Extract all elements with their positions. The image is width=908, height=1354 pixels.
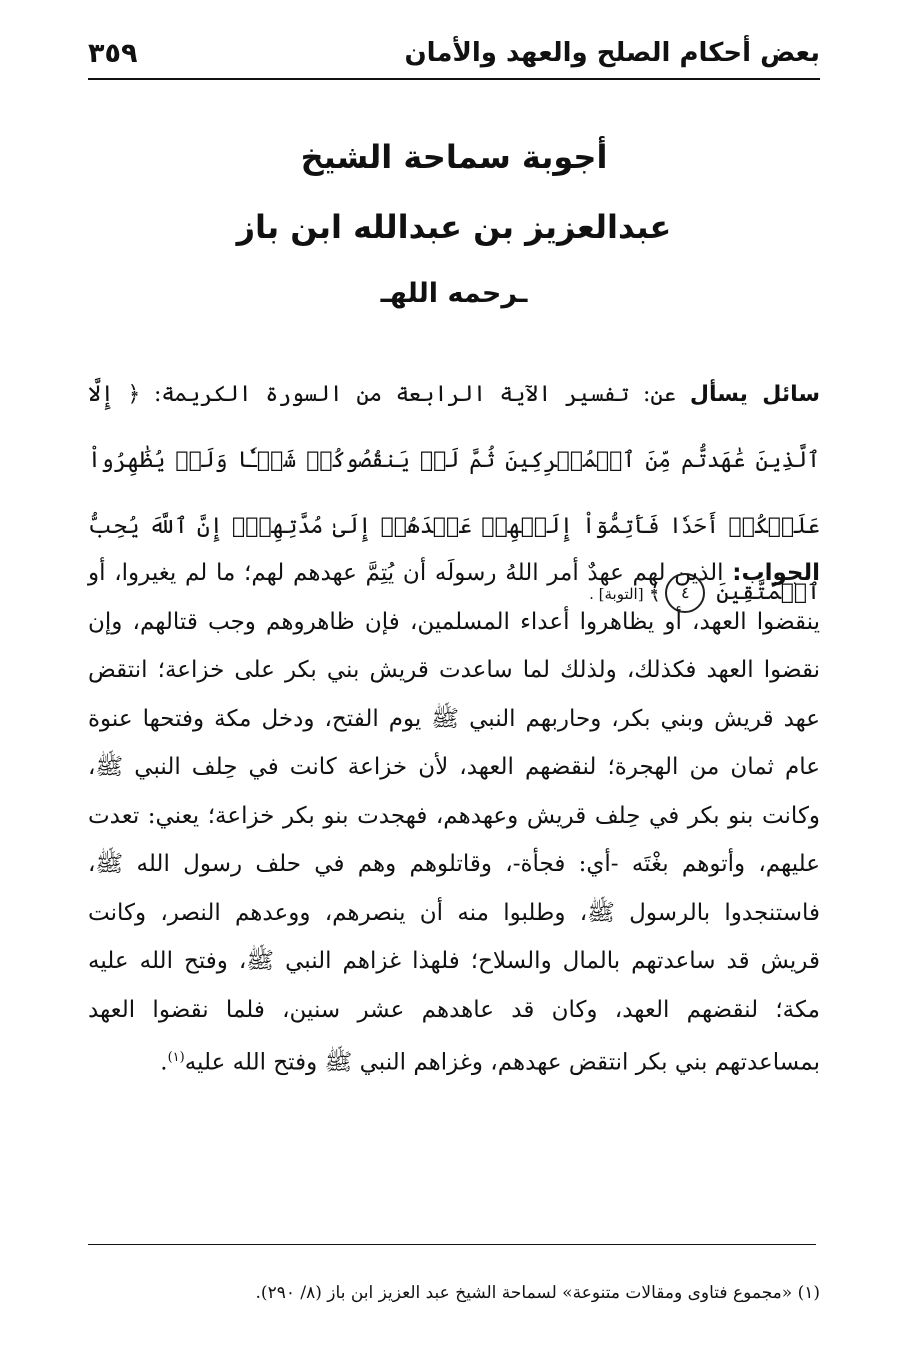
surah-reference: [التوبة] . [589,585,649,603]
answer-end: . [160,1049,168,1076]
running-header [88,28,820,80]
quran-verse: إِلَّا ٱلَّذِينَ عَٰهَدتُّم مِّنَ ٱلۡمُشۡرِكِينَ ثُمَّ لَمۡ يَنقُصُوكُمۡ شَيۡـٔٗا وَلَمۡ يُظَٰهِرُواْ عَلَيۡكُمۡ أَحَدٗا فَأَتِمُّوٓاْ إِلَيۡهِمۡ عَهۡدَهُمۡ إِلَىٰ مُدَّتِهِمۡۚ إِنَّ ٱللَّهَ يُحِبُّ ٱلۡمُتَّقِينَ [88,382,820,605]
verse-open-bracket: ﴿ [127,382,141,407]
question-intro: عن: تفسير الآية الرابعة من السورة الكريمة: [140,382,690,407]
running-title: بعض أحكام الصلح والعهد والأمان [404,38,820,68]
footnote-divider [88,1244,816,1245]
ayah-number-marker: ٤ [665,573,705,613]
verse-close-bracket: ﴾ [648,580,662,605]
answer-paragraph [88,549,820,1087]
answer-label: الجواب: [732,560,820,586]
page-number: ٣٥٩ [88,37,138,69]
heading-line-2: عبدالعزيز بن عبدالله ابن باز [236,208,672,246]
footnote-marker[interactable]: (١) [167,1050,185,1065]
footnote-text: (١) «مجموع فتاوى ومقالات متنوعة» لسماحة الشيخ عبد العزيز ابن باز (٨/ ٢٩٠). [255,1283,820,1303]
heading-line-3: ـرحمه اللهـ [380,278,528,309]
answer-text: الذين لهم عهدٌ أمر اللهُ رسولَه أن يُتِمَّ عهدهم لهم؛ ما لم يغيروا، أو ينقضوا العهد، أو يظاهروا أعداء المسلمين، فإن ظاهروهم وجب قتالهم، وإن نقضوا العهد فكذلك، ولذلك لما ساعدت قريش بني بكر على خزاعة؛ انتقض عهد قريش وبني بكر، وحاربهم النبي ﷺ يوم الفتح، ودخل مكة وفتحها عنوة عام ثمان من الهجرة؛ لنقضهم العهد، لأن خزاعة كانت في حِلف النبي ﷺ، وكانت بنو بكر في حِلف قريش وعهدهم، فهجدت بنو بكر خزاعة؛ يعني: تعدت عليهم، وأتوهم بغْتَه -أي: فجأة-، وقاتلوهم وهم في حلف رسول الله ﷺ، فاستنجدوا بالرسول ﷺ، وطلبوا منه أن ينصرهم، ووعدهم النصر، وكانت قريش قد ساعدتهم بالمال والسلاح؛ فلهذا غزاهم النبي ﷺ، وفتح الله عليه مكة؛ لنقضهم العهد، وكان قد عاهدهم عشر سنين، فلما نقضوا العهد بمساعدتهم بني بكر انتقض عهدهم، وغزاهم النبي ﷺ وفتح الله عليه [88,560,820,1076]
question-label: سائل يسأل [689,382,820,407]
heading-line-1: أجوبة سماحة الشيخ [300,138,608,176]
